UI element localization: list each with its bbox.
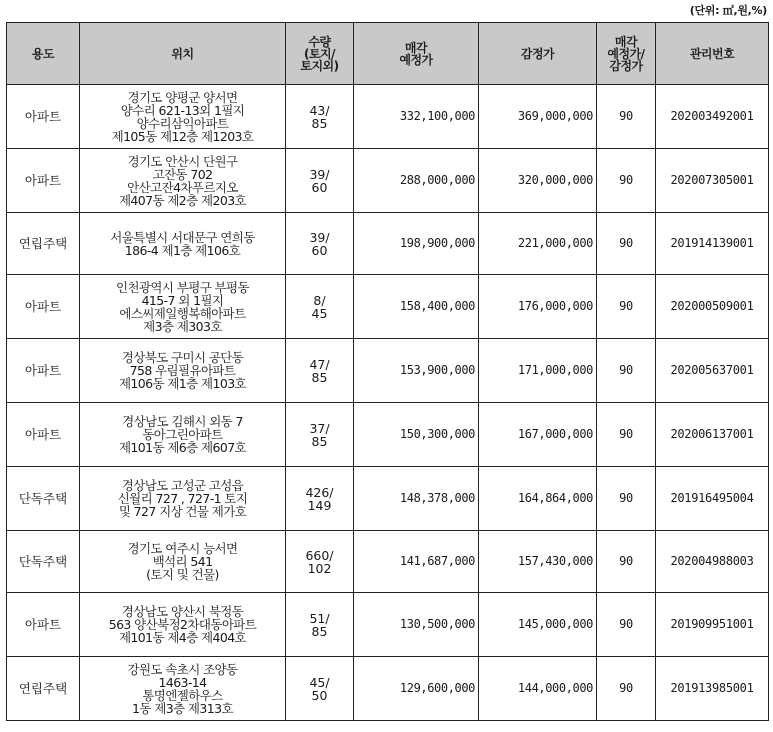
cell-sale-price: 141,687,000 <box>354 531 479 593</box>
cell-sale-price: 148,378,000 <box>354 467 479 531</box>
cell-mgmt-no: 202004988003 <box>656 531 769 593</box>
cell-location: 경상남도 양산시 북정동 563 양산북정2차대동아파트 제101동 제4층 제404호 <box>80 593 286 657</box>
unit-note: (단위: ㎡,원,%) <box>689 4 767 17</box>
cell-sale-price: 198,900,000 <box>354 213 479 275</box>
table-body <box>7 85 769 721</box>
cell-sale-price: 153,900,000 <box>354 339 479 403</box>
cell-area: 39/ 60 <box>286 213 354 275</box>
table-row <box>7 531 769 593</box>
cell-appraisal: 320,000,000 <box>479 149 597 213</box>
cell-appraisal: 171,000,000 <box>479 339 597 403</box>
cell-mgmt-no: 202000509001 <box>656 275 769 339</box>
cell-use: 단독주택 <box>7 531 80 593</box>
cell-use: 아파트 <box>7 275 80 339</box>
cell-area: 37/ 85 <box>286 403 354 467</box>
cell-mgmt-no: 202005637001 <box>656 339 769 403</box>
cell-area: 45/ 50 <box>286 657 354 721</box>
table-row <box>7 85 769 149</box>
header-sale-price: 매각 예정가 <box>354 23 479 85</box>
cell-ratio: 90 <box>597 213 656 275</box>
cell-location: 경상남도 고성군 고성읍 신월리 727 , 727-1 토지 및 727 지상 건물 제가호 <box>80 467 286 531</box>
cell-area: 660/ 102 <box>286 531 354 593</box>
cell-ratio: 90 <box>597 467 656 531</box>
cell-sale-price: 150,300,000 <box>354 403 479 467</box>
cell-appraisal: 157,430,000 <box>479 531 597 593</box>
cell-mgmt-no: 201916495004 <box>656 467 769 531</box>
table-row <box>7 213 769 275</box>
cell-appraisal: 145,000,000 <box>479 593 597 657</box>
header-row <box>7 23 769 85</box>
cell-ratio: 90 <box>597 339 656 403</box>
table-row <box>7 593 769 657</box>
cell-mgmt-no: 202006137001 <box>656 403 769 467</box>
header-appraisal: 감정가 <box>479 23 597 85</box>
header-location: 위치 <box>80 23 286 85</box>
cell-ratio: 90 <box>597 531 656 593</box>
cell-sale-price: 129,600,000 <box>354 657 479 721</box>
cell-location: 경상북도 구미시 공단동 758 우림필유아파트 제106동 제1층 제103호 <box>80 339 286 403</box>
header-area: 수량 (토지/ 토지외) <box>286 23 354 85</box>
cell-area: 426/ 149 <box>286 467 354 531</box>
cell-appraisal: 221,000,000 <box>479 213 597 275</box>
table-row <box>7 339 769 403</box>
cell-area: 39/ 60 <box>286 149 354 213</box>
cell-location: 경상남도 김해시 외동 7 동아그린아파트 제101동 제6층 제607호 <box>80 403 286 467</box>
cell-appraisal: 167,000,000 <box>479 403 597 467</box>
cell-appraisal: 369,000,000 <box>479 85 597 149</box>
table-row <box>7 275 769 339</box>
cell-use: 아파트 <box>7 85 80 149</box>
table-row <box>7 657 769 721</box>
cell-sale-price: 288,000,000 <box>354 149 479 213</box>
cell-ratio: 90 <box>597 593 656 657</box>
cell-area: 43/ 85 <box>286 85 354 149</box>
cell-mgmt-no: 202007305001 <box>656 149 769 213</box>
cell-ratio: 90 <box>597 85 656 149</box>
cell-use: 아파트 <box>7 593 80 657</box>
cell-use: 연립주택 <box>7 213 80 275</box>
table-row <box>7 467 769 531</box>
cell-location: 경기도 양평군 양서면 양수리 621-13외 1필지 양수리삼익아파트 제105동 제12층 제1203호 <box>80 85 286 149</box>
cell-mgmt-no: 201909951001 <box>656 593 769 657</box>
cell-location: 경기도 안산시 단원구 고잔동 702 안산고잔4차푸르지오 제407동 제2층 제203호 <box>80 149 286 213</box>
cell-sale-price: 332,100,000 <box>354 85 479 149</box>
property-table <box>6 22 769 721</box>
cell-sale-price: 130,500,000 <box>354 593 479 657</box>
cell-ratio: 90 <box>597 657 656 721</box>
cell-area: 8/ 45 <box>286 275 354 339</box>
cell-ratio: 90 <box>597 149 656 213</box>
header-use: 용도 <box>7 23 80 85</box>
header-mgmt-no: 관리번호 <box>656 23 769 85</box>
cell-location: 인천광역시 부평구 부평동 415-7 외 1필지 에스씨제일행복해아파트 제3층 제303호 <box>80 275 286 339</box>
cell-area: 51/ 85 <box>286 593 354 657</box>
cell-mgmt-no: 202003492001 <box>656 85 769 149</box>
cell-use: 아파트 <box>7 149 80 213</box>
cell-mgmt-no: 201914139001 <box>656 213 769 275</box>
cell-use: 아파트 <box>7 403 80 467</box>
header-ratio: 매각 예정가/ 감정가 <box>597 23 656 85</box>
cell-area: 47/ 85 <box>286 339 354 403</box>
cell-use: 연립주택 <box>7 657 80 721</box>
table-row <box>7 149 769 213</box>
cell-appraisal: 164,864,000 <box>479 467 597 531</box>
cell-location: 강원도 속초시 조양동 1463-14 통명엔젤하우스 1동 제3층 제313호 <box>80 657 286 721</box>
cell-mgmt-no: 201913985001 <box>656 657 769 721</box>
cell-ratio: 90 <box>597 275 656 339</box>
cell-location: 서울특별시 서대문구 연희동 186-4 제1층 제106호 <box>80 213 286 275</box>
cell-appraisal: 176,000,000 <box>479 275 597 339</box>
cell-ratio: 90 <box>597 403 656 467</box>
cell-use: 단독주택 <box>7 467 80 531</box>
cell-use: 아파트 <box>7 339 80 403</box>
cell-appraisal: 144,000,000 <box>479 657 597 721</box>
cell-sale-price: 158,400,000 <box>354 275 479 339</box>
cell-location: 경기도 여주시 능서면 백석리 541 (토지 및 건물) <box>80 531 286 593</box>
table-row <box>7 403 769 467</box>
